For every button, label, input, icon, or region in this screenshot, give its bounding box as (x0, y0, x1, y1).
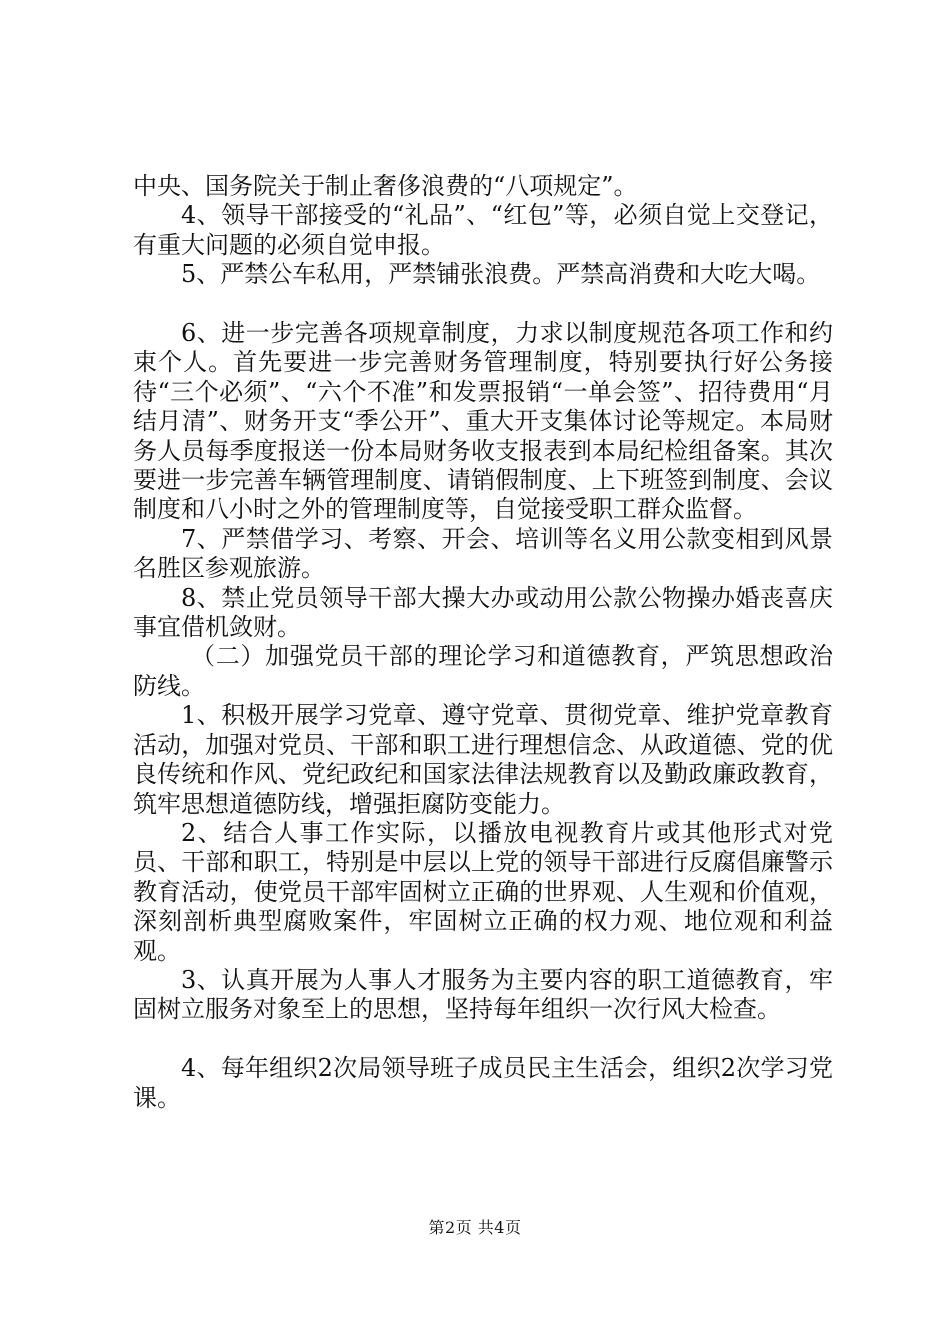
section-heading-2: （二）加强党员干部的理论学习和道德教育，严筑思想政治防线。 (133, 642, 833, 700)
paragraph-section2-item-3: 3、认真开展为人事人才服务为主要内容的职工道德教育，牢固树立服务对象至上的思想，坚持每年组织一次行风大检查。 (133, 965, 833, 1024)
paragraph-item-6: 6、进一步完善各项规章制度，力求以制度规范各项工作和约束个人。首先要进一步完善财务管理制度，特别要执行好公务接待“三个必须”、“六个不准”和发票报销“一单会签”、招待费用“月结月清”、财务开支“季公开”、重大开支集体讨论等规定。本局财务人员每季度报送一份本局财务收支报表到本局纪检组备案。其次要进一步完善车辆管理制度、请销假制度、上下班签到制度、会议制度和八小时之外的管理制度等，自觉接受职工群众监督。 (133, 319, 833, 524)
paragraph-section2-item-2: 2、结合人事工作实际，以播放电视教育片或其他形式对党员、干部和职工，特别是中层以上党的领导干部进行反腐倡廉警示教育活动，使党员干部牢固树立正确的世界观、人生观和价值观，深刻剖析典型腐败案件，牢固树立正确的权力观、地位观和利益观。 (133, 818, 833, 965)
paragraph-item-5: 5、严禁公车私用，严禁铺张浪费。严禁高消费和大吃大喝。 (181, 260, 821, 289)
paragraph-item-7: 7、严禁借学习、考察、开会、培训等名义用公款变相到风景名胜区参观旅游。 (133, 524, 833, 583)
paragraph-section2-item-1: 1、积极开展学习党章、遵守党章、贯彻党章、维护党章教育活动，加强对党员、干部和职工进行理想信念、从政道德、党的优良传统和作风、党纪政纪和国家法律法规教育以及勤政廉政教育，筑牢思想道德防线，增强拒腐防变能力。 (133, 701, 833, 818)
paragraph-continuation: 中央、国务院关于制止奢侈浪费的“八项规定”。 (133, 172, 638, 200)
paragraph-section2-item-4: 4、每年组织2次局领导班子成员民主生活会，组织2次学习党课。 (133, 1054, 833, 1112)
document-body (133, 172, 833, 1113)
paragraph-item-4: 4、领导干部接受的“礼品”、“红包”等，必须自觉上交登记，有重大问题的必须自觉申报。 (133, 201, 833, 259)
paragraph-item-8: 8、禁止党员领导干部大操大办或动用公款公物操办婚丧喜庆事宜借机敛财。 (133, 583, 833, 642)
page-footer: 第2页 共4页 (428, 1218, 522, 1237)
